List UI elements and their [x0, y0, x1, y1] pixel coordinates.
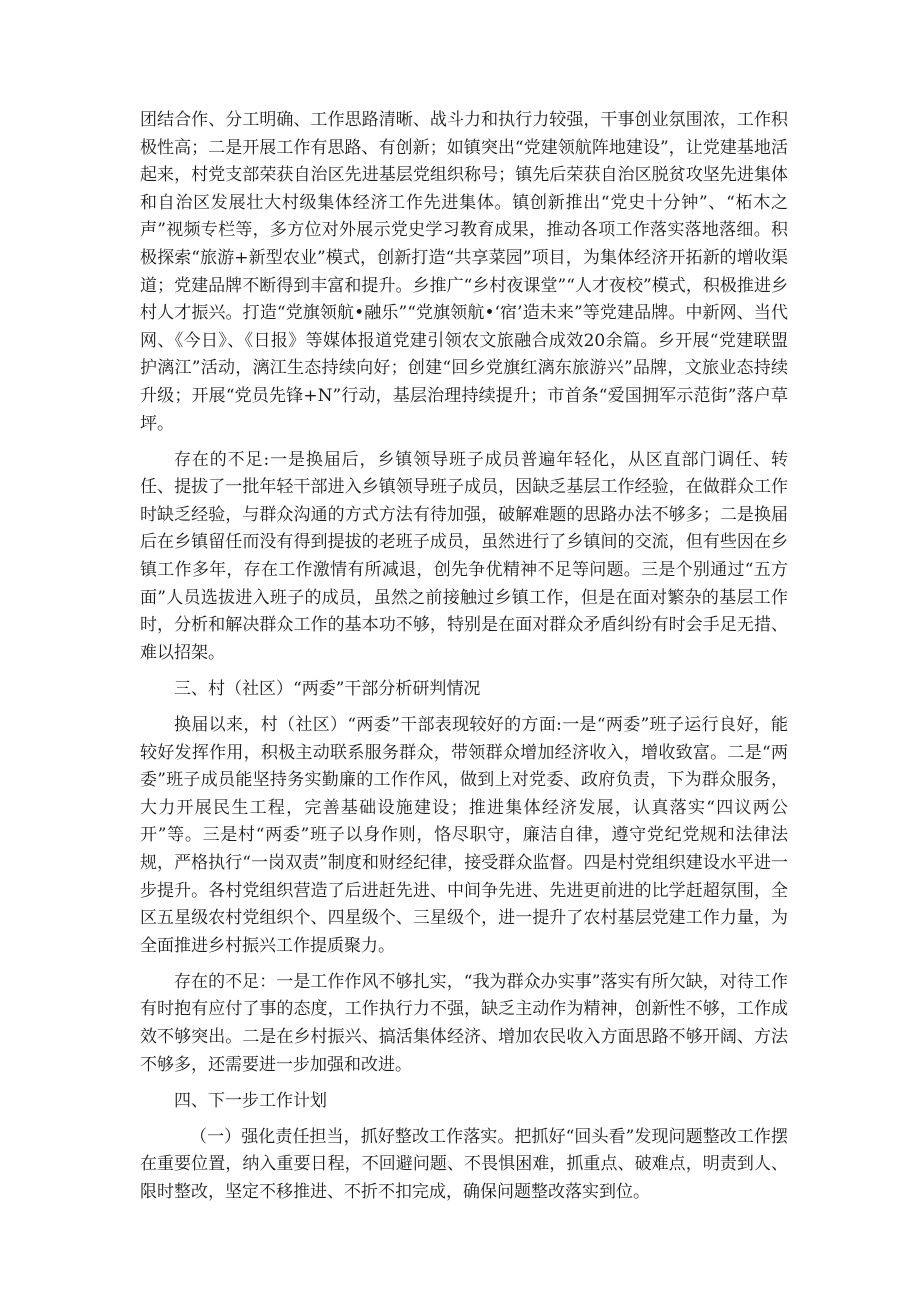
- paragraph-continuation: 团结合作、分工明确、工作思路清晰、战斗力和执行力较强，干事创业氛围浓，工作积极性高；二是开展工作有思路、有创新；如镇突出“党建领航阵地建设”，让党建基地活起来，村党支部荣获自治区先进基层党组织称号；镇先后荣获自治区脱贫攻坚先进集体和自治区发展壮大村级集体经济工作先进集体。镇创新推出“党史十分钟”、“柘木之声”视频专栏等，多方位对外展示党史学习教育成果，推动各项工作落实落地落细。积极探索“旅游+新型农业”模式，创新打造“共享菜园”项目，为集体经济开拓新的增收渠道；党建品牌不断得到丰富和提升。乡推广“乡村夜课堂”“人才夜校”模式，积极推进乡村人才振兴。打造“党旗领航•融乐”“党旗领航•‘宿’造未来”等党建品牌。中新网、当代网、《今日》、《日报》等媒体报道党建引领农文旅融合成效20余篇。乡开展“党建联盟护漓江”活动，漓江生态持续向好；创建“回乡党旗红漓东旅游兴”品牌，文旅业态持续升级；开展“党员先锋+N”行动，基层治理持续提升；市首条“爱国拥军示范街”落户草坪。: [140, 110, 788, 434]
- paragraph-spacer: [140, 1115, 788, 1124]
- section-heading-4: 四、下一步工作计划: [174, 1090, 327, 1111]
- paragraph-spacer: [140, 703, 788, 712]
- section-heading-3: 三、村（社区）“两委”干部分析研判情况: [174, 678, 481, 699]
- paragraph-village-committees: 换届以来，村（社区）“两委”干部表现较好的方面:一是“两委”班子运行良好，能较好发挥作用，积极主动联系服务群众，带领群众增加经济收入，增收致富。二是“两委”班子成员能坚持务实勤廉的工作作风，做到上对党委、政府负责，下为群众服务，大力开展民生工程，完善基础设施建设；推进集体经济发展，认真落实“四议两公开”等。三是村“两委”班子以身作则，恪尽职守，廉洁自律，遵守党纪党规和法律法规，严格执行“一岗双责”制度和财经纪律，接受群众监督。四是村党组织建设水平进一步提升。各村党组织营造了后进赶先进、中间争先进、先进更前进的比学赶超氛围，全区五星级农村党组织个、四星级个、三星级个，进一提升了农村基层党建工作力量，为全面推进乡村振兴工作提质聚力。: [140, 714, 788, 956]
- paragraph-spacer: [140, 1079, 788, 1088]
- document-page: [140, 107, 788, 1207]
- paragraph-spacer: [140, 960, 788, 969]
- paragraph-plan-item-1: （一）强化责任担当，抓好整改工作落实。把抓好“回头看”发现问题整改工作摆在重要位置，纳入重要日程，不回避问题、不畏惧困难，抓重点、破难点，明责到人、限时整改，坚定不移推进、不折不扣完成，确保问题整改落实到位。: [140, 1126, 788, 1202]
- paragraph-shortcomings-township: 存在的不足:一是换届后，乡镇领导班子成员普遍年轻化，从区直部门调任、转任、提拔了一批年轻干部进入乡镇领导班子成员，因缺乏基层工作经验，在做群众工作时缺乏经验，与群众沟通的方式方法有待加强，破解难题的思路办法不够多；二是换届后在乡镇留任而没有得到提拔的老班子成员，虽然进行了乡镇间的交流，但有些因在乡镇工作多年，存在工作激情有所减退，创先争优精神不足等问题。三是个别通过“五方面”人员选拔进入班子的成员，虽然之前接触过乡镇工作，但是在面对繁杂的基层工作时，分析和解决群众工作的基本功不够，特别是在面对群众矛盾纠纷有时会手足无措、难以招架。: [140, 449, 788, 663]
- paragraph-shortcomings-village: 存在的不足：一是工作作风不够扎实，“我为群众办实事”落实有所欠缺，对待工作有时抱有应付了事的态度，工作执行力不强，缺乏主动作为精神，创新性不够，工作成效不够突出。二是在乡村振兴、搞活集体经济、增加农民收入方面思路不够开阔、方法不够多，还需要进一步加强和改进。: [140, 971, 788, 1075]
- paragraph-spacer: [140, 667, 788, 676]
- paragraph-spacer: [140, 438, 788, 447]
